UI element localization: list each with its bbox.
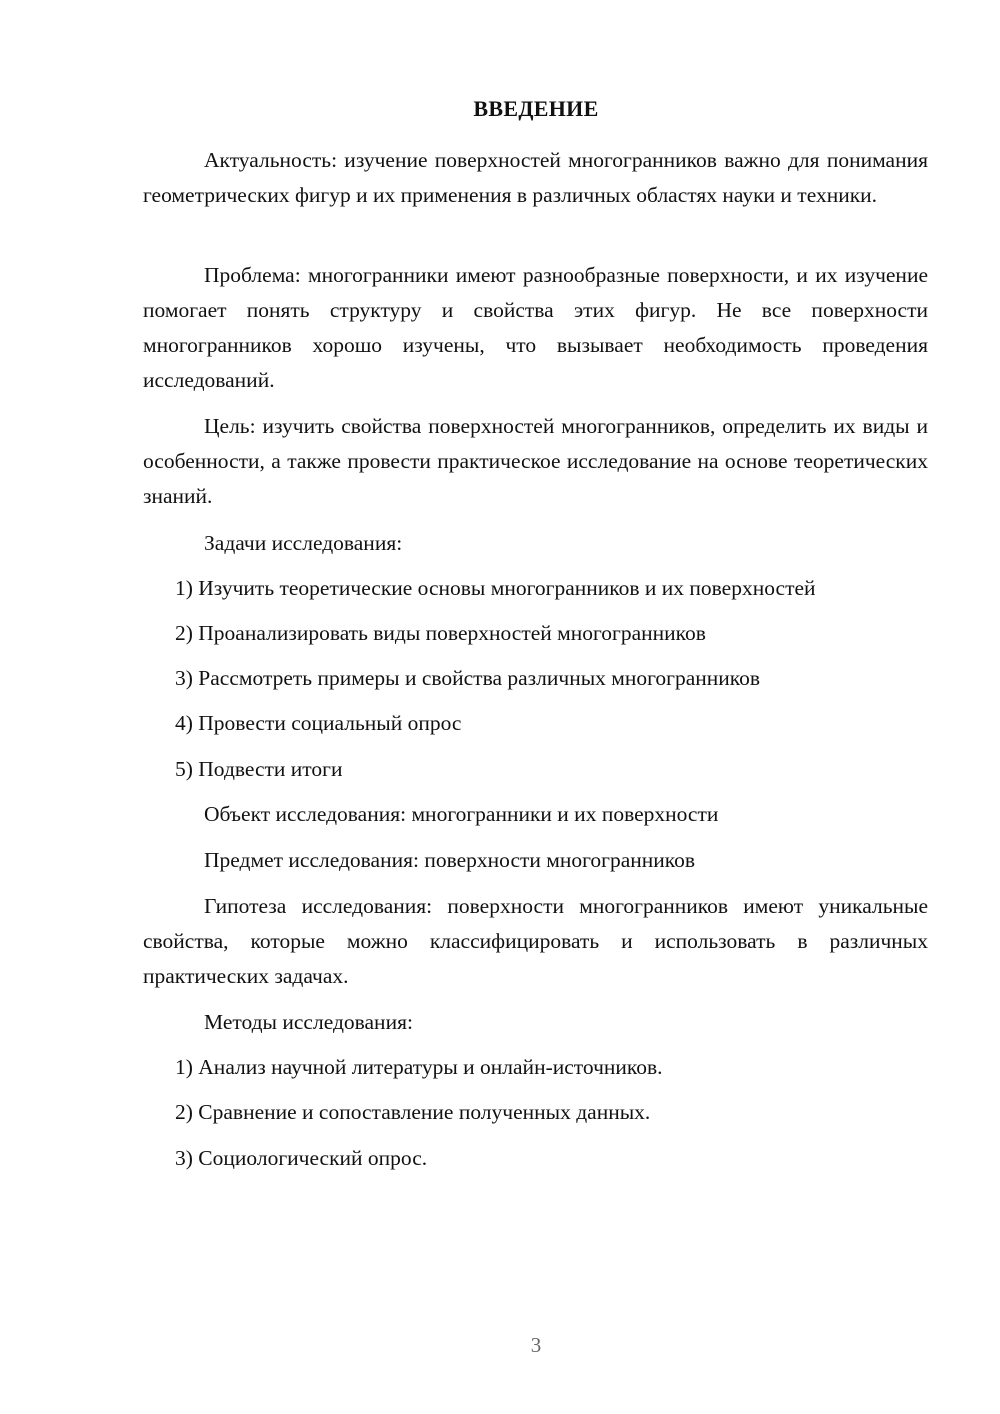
task-item-2: 2) Проанализировать виды поверхностей многогранников [175, 621, 706, 645]
task-item-1: 1) Изучить теоретические основы многогранников и их поверхностей [175, 576, 816, 600]
object-line: Объект исследования: многогранники и их поверхности [204, 802, 719, 826]
goal-paragraph: Цель: изучить свойства поверхностей многогранников, определить их виды и особенности, а также провести практическое исследование на основе теоретических знаний. [143, 414, 928, 508]
method-item-1: 1) Анализ научной литературы и онлайн-источников. [175, 1055, 663, 1079]
subject-line: Предмет исследования: поверхности многогранников [204, 848, 696, 872]
page-title: ВВЕДЕНИЕ [473, 96, 599, 121]
problem-paragraph: Проблема: многогранники имеют разнообразные поверхности, и их изучение помогает понять структуру и свойства этих фигур. Не все поверхности многогранников хорошо изучены, что вызывает необходимость проведения исследований. [143, 263, 928, 392]
task-item-3: 3) Рассмотреть примеры и свойства различных многогранников [175, 666, 761, 690]
method-item-3: 3) Социологический опрос. [175, 1146, 428, 1170]
relevance-paragraph: Актуальность: изучение поверхностей многогранников важно для понимания геометрических фигур и их применения в различных областях науки и техники. [143, 148, 928, 207]
methods-heading: Методы исследования: [204, 1010, 413, 1034]
task-item-4: 4) Провести социальный опрос [175, 711, 462, 735]
page-number: 3 [530, 1333, 542, 1357]
task-item-5: 5) Подвести итоги [175, 757, 343, 781]
hypothesis-paragraph: Гипотеза исследования: поверхности многогранников имеют уникальные свойства, которые можно классифицировать и использовать в различных практических задачах. [143, 894, 928, 988]
tasks-heading: Задачи исследования: [204, 531, 403, 555]
method-item-2: 2) Сравнение и сопоставление полученных данных. [175, 1100, 651, 1124]
